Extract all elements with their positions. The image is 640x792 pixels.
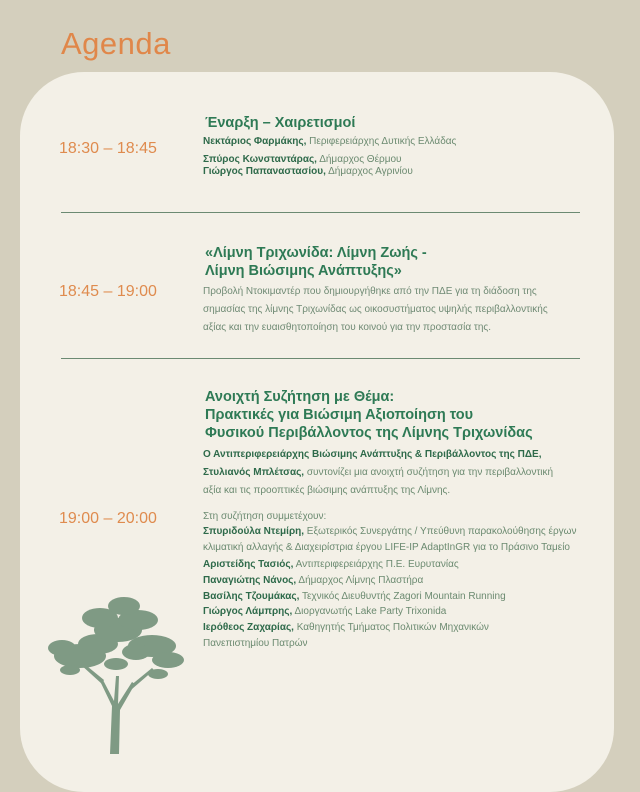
speaker-name: Νεκτάριος Φαρμάκης, [203,136,307,147]
tree-icon [40,586,190,754]
participant-role: κλιματική αλλαγής & Διαχειρίστρια έργου LIFE-IP AdaptInGR για το Πράσινο Ταμείο [203,542,570,553]
session-2-description: Προβολή Ντοκιμαντέρ που δημιουργήθηκε από την ΠΔΕ για τη διάδοση της σημασίας της λίμνης Τριχωνίδας ως οικοσυστήματος υψηλής περιβαλλοντικής αξίας και την ευαισθητοποίηση του κοινού για την προστασία της. [203,286,548,333]
speaker-role: Δήμαρχος Αγρινίου [325,166,413,177]
participant-row [203,635,308,653]
session-2-title-line-2: Λίμνη Βιώσιμης Ανάπτυξης» [205,263,402,279]
speaker-name: Γιώργος Παπαναστασίου, [203,166,326,177]
moderator-name: Στυλιανός Μπλέτσας, [203,467,305,478]
session-1-title: Έναρξη – Χαιρετισμοί [205,115,356,131]
participant-role: Αντιπεριφερειάρχης Π.Ε. Ευρυτανίας [293,559,459,570]
participant-name: Σπυριδούλα Ντεμίρη, [203,526,305,537]
speaker-row [203,163,413,181]
session-3-title-line-1: Ανοιχτή Συζήτηση με Θέμα: [205,389,395,405]
participant-name: Βασίλης Τζουμάκας, [203,591,300,602]
participant-role: Εξωτερικός Συνεργάτης / Υπεύθυνη παρακολούθησης έργων [304,526,577,537]
speaker-row [203,133,456,151]
speaker-role: Δήμαρχος Θέρμου [316,154,402,165]
participant-role: Πανεπιστημίου Πατρών [203,638,308,649]
moderator-line: Στυλιανός Μπλέτσας, συντονίζει μια ανοιχτή συζήτηση για την περιβαλλοντική [203,467,554,478]
page-title: Agenda [61,26,171,61]
participant-name: Γιώργος Λάμπρης, [203,606,293,617]
session-2-time: 18:45 – 19:00 [59,283,157,300]
speaker-role: Περιφερειάρχης Δυτικής Ελλάδας [306,136,457,147]
participant-role: Διοργανωτής Lake Party Trixonida [292,606,447,617]
moderator-line [203,446,541,464]
section-divider [61,212,580,213]
session-1-time: 18:30 – 18:45 [59,140,157,157]
moderator-title: Ο Αντιπεριφερειάρχης Βιώσιμης Ανάπτυξης & Περιβάλλοντος της ΠΔΕ, [203,449,542,460]
moderator-line: αξία και τις προοπτικές βιώσιμης ανάπτυξης της Λίμνης. [203,485,451,496]
participants-intro: Στη συζήτηση συμμετέχουν: [203,511,327,522]
participant-role: Τεχνικός Διευθυντής Zagori Mountain Running [299,591,506,602]
section-divider [61,358,580,359]
session-3-title-line-2: Πρακτικές για Βιώσιμη Αξιοποίηση του [205,407,474,423]
session-3-title-line-3: Φυσικού Περιβάλλοντος της Λίμνης Τριχωνίδας [205,425,533,441]
participant-name: Ιερόθεος Ζαχαρίας, [203,622,294,633]
participant-name: Αριστείδης Τασιός, [203,559,294,570]
participant-name: Παναγιώτης Νάνος, [203,575,297,586]
speaker-name: Σπύρος Κωνσταντάρας, [203,154,317,165]
participant-row [203,539,570,557]
session-2-title-line-1: «Λίμνη Τριχωνίδα: Λίμνη Ζωής - [205,245,427,261]
session-3-time: 19:00 – 20:00 [59,510,157,527]
participant-role: Καθηγητής Τμήματος Πολιτικών Μηχανικών [293,622,489,633]
participant-role: Δήμαρχος Λίμνης Πλαστήρα [296,575,424,586]
